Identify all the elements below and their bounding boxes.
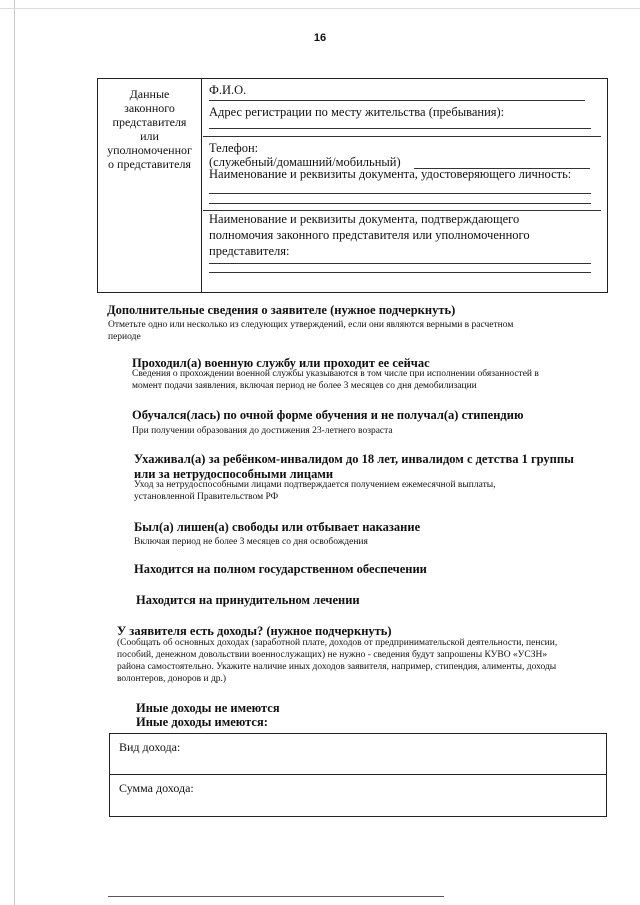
id-document-line-1[interactable] [209,193,591,194]
address-line[interactable] [209,128,591,129]
authority-document-label-1: Наименование и реквизиты документа, подтверждающего [209,212,520,226]
fio-line[interactable] [209,100,585,101]
signature-line [108,896,444,897]
additional-info-note-line: периоде [108,332,141,342]
page-edge-top [0,8,640,9]
military-service-note-line: момент подачи заявления, включая период не более 3 месяцев со дня демобилизации [132,381,477,391]
representative-header-line: или [140,129,159,143]
phone-types-label: (служебный/домашний/мобильный) [209,155,401,169]
representative-table [97,78,608,293]
row-separator [203,210,601,211]
income-details-table [109,733,607,817]
military-service-note-line: Сведения о прохождении военной службы указываются в том числе при исполнении обязанностей в [132,369,539,379]
caregiver-option-line: или за нетрудоспособными лицами [134,467,334,481]
authority-document-label-3: представителя: [209,244,290,258]
caregiver-note [134,479,496,503]
representative-header-line: законного [124,101,175,115]
representative-header-cell [98,79,202,292]
row-separator [203,136,601,137]
page-edge-left [14,0,15,905]
id-document-label: Наименование и реквизиты документа, удостоверяющего личность: [209,167,572,181]
income-note [117,637,617,685]
page-number: 16 [313,32,327,44]
authority-document-line-1[interactable] [209,263,591,264]
military-service-option[interactable]: Проходил(а) военную службу или проходит ее сейчас [132,356,430,370]
income-note-line: пособий, денежном довольствии военнослужащих) не нужно - сведения будут запрошены КУВО «УСЗН» [117,650,548,660]
representative-header-line: уполномоченног [107,143,192,157]
compulsory-treatment-option[interactable]: Находится на принудительном лечении [136,593,360,607]
military-service-note [132,368,539,392]
imprisonment-option[interactable]: Был(а) лишен(а) свободы или отбывает наказание [134,520,421,534]
fio-label: Ф.И.О. [209,83,247,97]
income-note-line: (Сообщать об основных доходах (заработной плате, доходов от предпринимательской деятельности, пенсии, [117,638,558,648]
representative-header-line: Данные [129,87,170,101]
additional-info-note [108,319,608,343]
income-note-line: района самостоятельно. Укажите наличие иных доходов заявителя, например, стипендия, алименты, доходы [117,662,557,672]
phone-label: Телефон: [209,141,259,155]
income-sum-label: Сумма дохода: [119,781,194,795]
income-title: У заявителя есть доходы? (нужное подчеркнуть) [117,624,392,638]
income-none-option[interactable]: Иные доходы не имеются [136,701,280,715]
authority-document-label-2: полномочия законного представителя или уполномоченного [209,228,530,242]
authority-document-line-2[interactable] [209,272,591,273]
additional-info-note-line: Отметьте одно или несколько из следующих утверждений, если они являются верными в расчетном [108,320,514,330]
caregiver-note-line: установленной Правительством РФ [134,492,279,502]
address-label: Адрес регистрации по месту жительства (пребывания): [209,105,505,119]
state-support-option[interactable]: Находится на полном государственном обеспечении [134,562,427,576]
id-document-line-2[interactable] [209,203,591,204]
full-time-study-note: При получении образования до достижения 23-летнего возраста [132,426,393,436]
caregiver-note-line: Уход за нетрудоспособными лицами подтверждается получением ежемесячной выплаты, [134,480,496,490]
income-note-line: волонтеров, доноров и др.) [117,674,227,684]
income-yes-option[interactable]: Иные доходы имеются: [136,715,268,729]
caregiver-option[interactable] [134,452,574,482]
income-type-label: Вид дохода: [119,740,181,754]
caregiver-option-line: Ухаживал(а) за ребёнком-инвалидом до 18 лет, инвалидом с детства 1 группы [134,452,574,466]
representative-header-line: представителя [112,115,187,129]
additional-info-title: Дополнительные сведения о заявителе (нужное подчеркнуть) [107,303,456,317]
imprisonment-note: Включая период не более 3 месяцев со дня освобождения [134,537,368,547]
income-row-separator [110,774,606,775]
full-time-study-option[interactable]: Обучался(лась) по очной форме обучения и не получал(а) стипендию [132,408,524,422]
representative-header-line: о представителя [108,157,191,171]
